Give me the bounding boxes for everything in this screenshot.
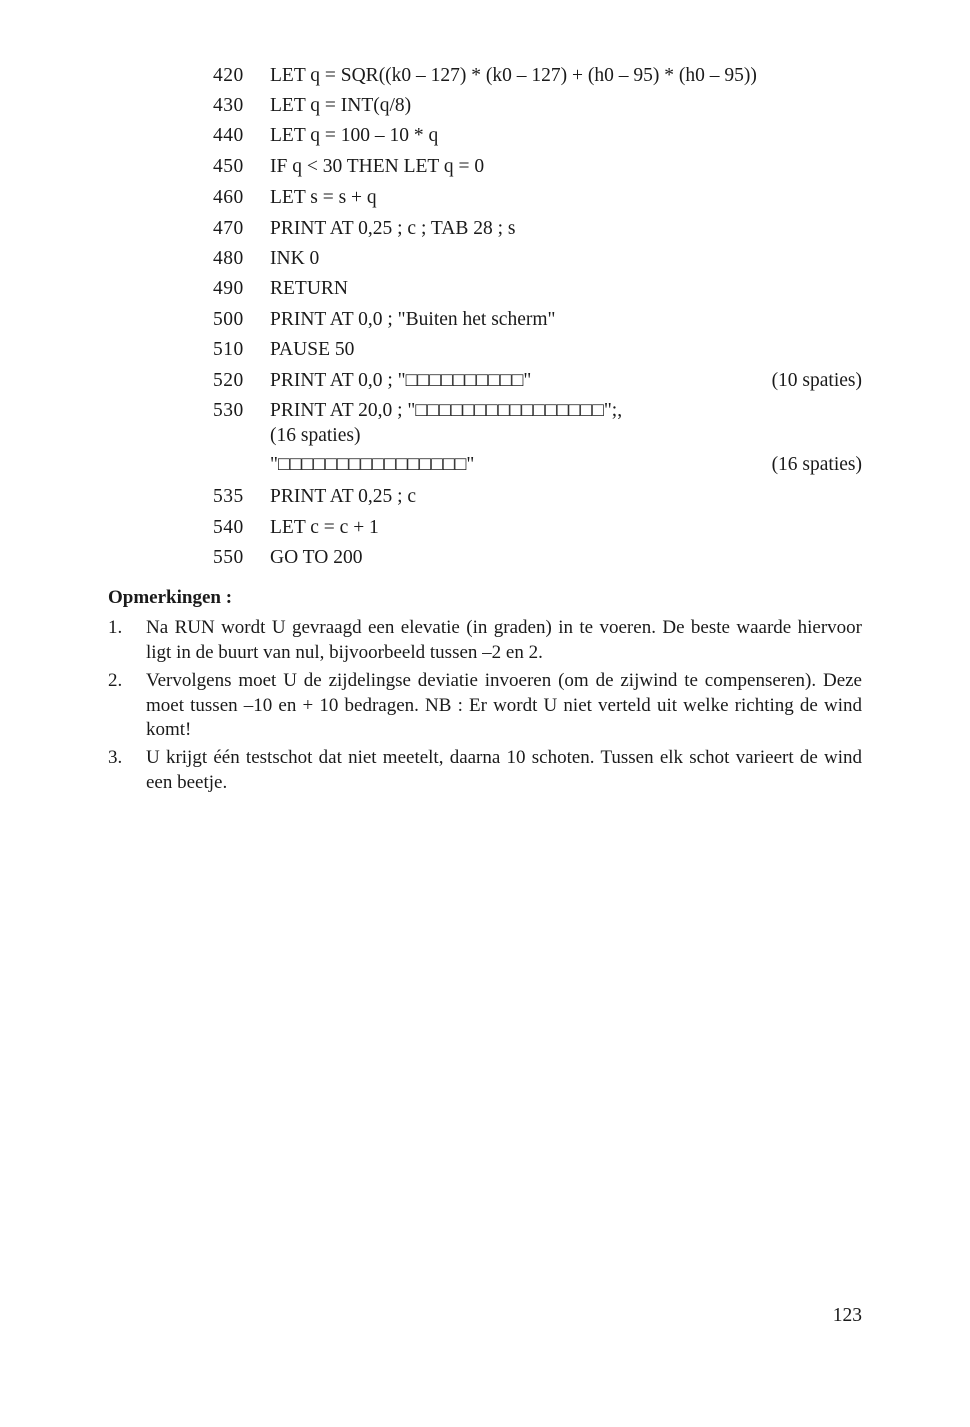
remark-text: Na RUN wordt U gevraagd een elevatie (in graden) in te voeren. De beste waarde hiervoor ligt in de buurt van nul, bijvoorbeeld tussen –2 en 2. [146, 617, 862, 663]
line-number: 440 [213, 125, 244, 146]
code-line [0, 244, 970, 274]
code-statement: LET s = s + q [270, 187, 377, 208]
code-line [0, 214, 970, 244]
remark-number: 3. [108, 747, 123, 768]
code-statement: PRINT AT 0,0 ; "□□□□□□□□□□" [270, 370, 532, 391]
code-line [0, 305, 970, 335]
code-line [0, 421, 970, 451]
line-number: 480 [213, 248, 244, 269]
code-line [0, 543, 970, 573]
code-statement: LET q = SQR((k0 – 127) * (k0 – 127) + (h0 – 95) * (h0 – 95)) [270, 65, 757, 86]
line-number: 490 [213, 278, 244, 299]
line-number: 450 [213, 156, 244, 177]
code-statement: PRINT AT 0,25 ; c [270, 486, 417, 507]
line-number: 530 [213, 400, 244, 421]
code-line [0, 482, 970, 512]
code-line [0, 152, 970, 182]
code-line [0, 366, 970, 396]
remark-number: 1. [108, 617, 123, 638]
line-number: 420 [213, 65, 244, 86]
code-line [0, 513, 970, 543]
line-number: 430 [213, 95, 244, 116]
remarks-title: Opmerkingen : [108, 587, 233, 608]
page-number: 123 [832, 1305, 862, 1326]
code-statement: LET q = INT(q/8) [270, 95, 412, 116]
line-number: 500 [213, 309, 244, 330]
remark-number: 2. [108, 670, 123, 691]
code-note: (10 spaties) [771, 370, 862, 391]
line-number: 520 [213, 370, 244, 391]
code-statement: LET c = c + 1 [270, 517, 379, 538]
code-statement: LET q = 100 – 10 * q [270, 125, 439, 146]
line-number: 535 [213, 486, 244, 507]
code-statement: GO TO 200 [270, 547, 363, 568]
code-statement: PRINT AT 0,25 ; c ; TAB 28 ; s [270, 218, 516, 239]
code-statement: PRINT AT 0,0 ; "Buiten het scherm" [270, 309, 556, 330]
code-line [0, 274, 970, 304]
remark-text: Vervolgens moet U de zijdelingse deviatie invoeren (om de zijwind te compenseren). Deze moet tussen –10 en + 10 bedragen. NB : Er wordt U niet verteld uit welke richting de wind komt! [146, 670, 862, 740]
line-number: 510 [213, 339, 244, 360]
line-number: 540 [213, 517, 244, 538]
code-line [0, 121, 970, 151]
line-number: 470 [213, 218, 244, 239]
remark-text: U krijgt één testschot dat niet meetelt, daarna 10 schoten. Tussen elk schot varieert de wind een beetje. [146, 747, 862, 793]
code-statement: IF q < 30 THEN LET q = 0 [270, 156, 485, 177]
code-line [0, 183, 970, 213]
code-statement: PRINT AT 20,0 ; "□□□□□□□□□□□□□□□□";, [270, 400, 623, 421]
code-line [0, 61, 970, 91]
code-statement: INK 0 [270, 248, 320, 269]
code-statement: (16 spaties) [270, 425, 361, 446]
code-note: (16 spaties) [771, 454, 862, 475]
line-number: 550 [213, 547, 244, 568]
code-statement: PAUSE 50 [270, 339, 355, 360]
code-line [0, 335, 970, 365]
line-number: 460 [213, 187, 244, 208]
code-statement: "□□□□□□□□□□□□□□□□" [270, 454, 475, 475]
code-line [0, 450, 970, 480]
code-line [0, 91, 970, 121]
code-statement: RETURN [270, 278, 348, 299]
